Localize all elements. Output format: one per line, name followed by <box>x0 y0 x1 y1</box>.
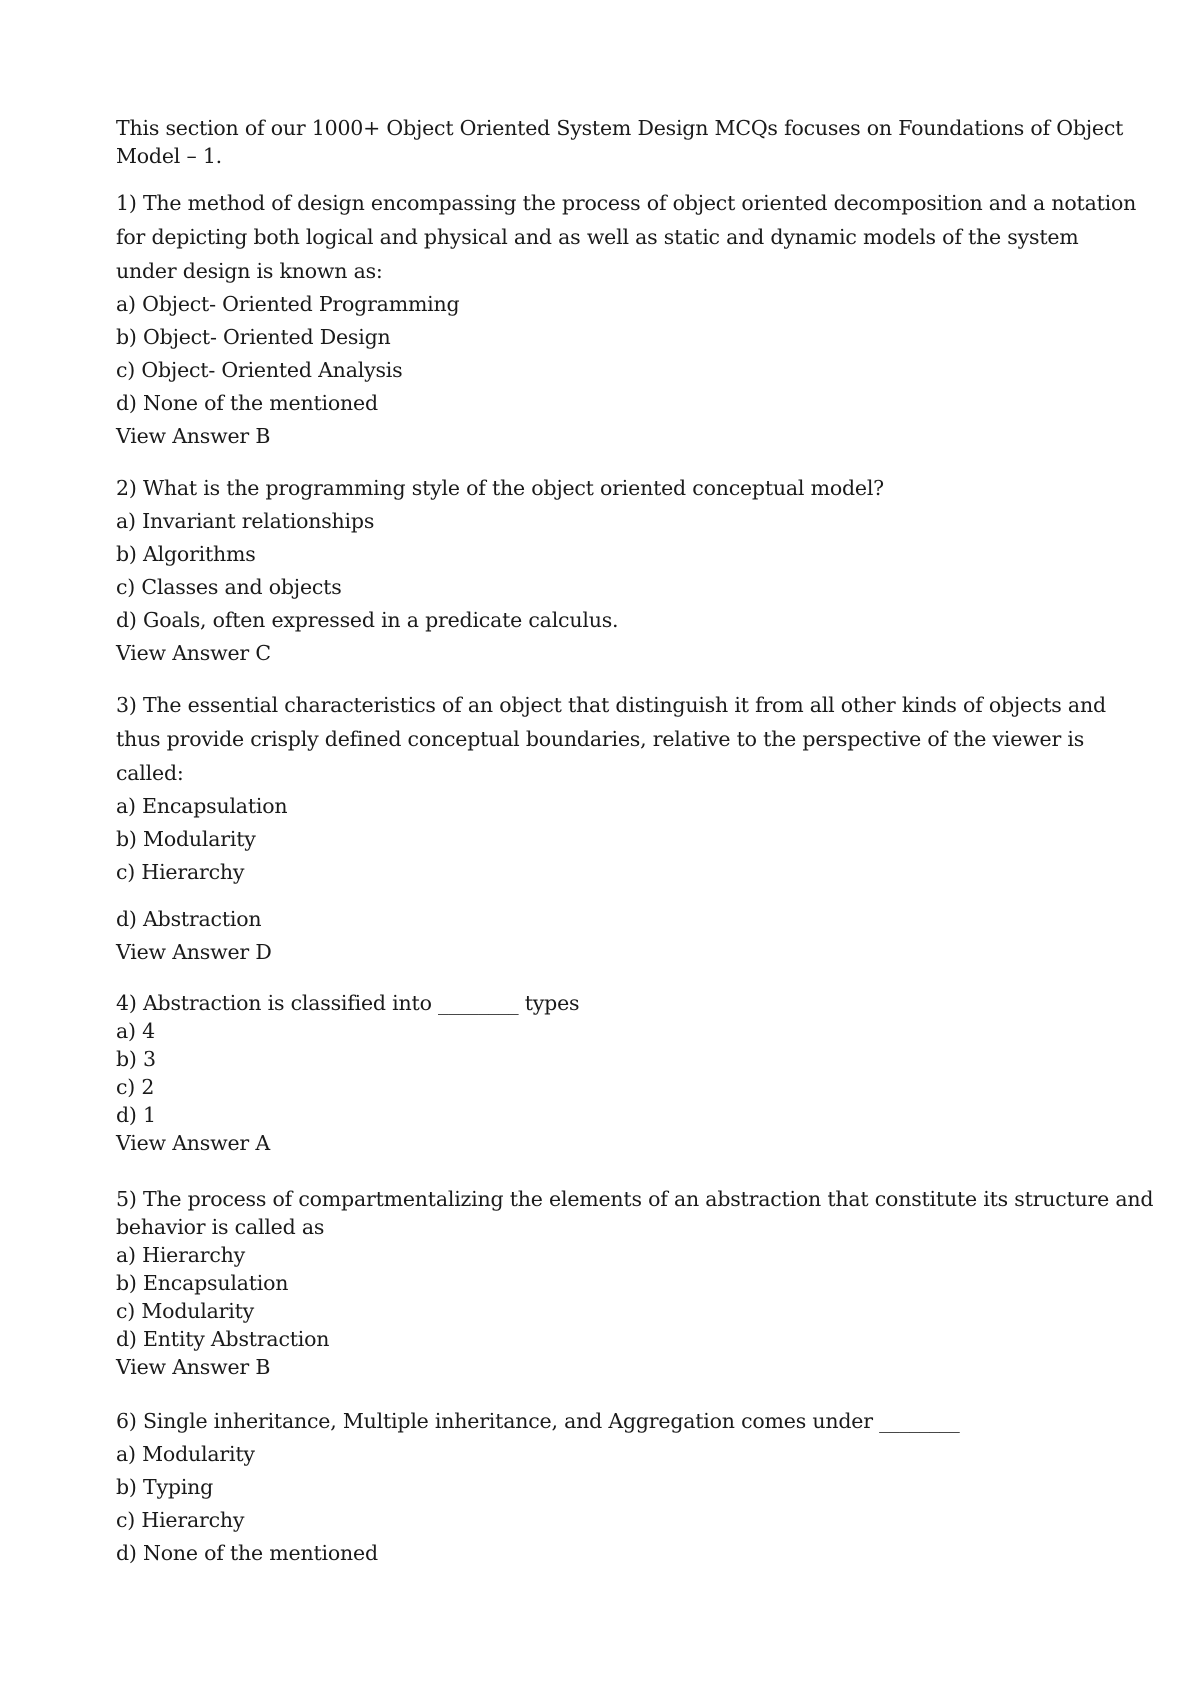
option-b: b) Typing <box>116 1475 214 1499</box>
view-answer: View Answer C <box>116 641 271 665</box>
option-b: b) 3 <box>116 1047 156 1071</box>
option-a: a) Invariant relationships <box>116 509 375 533</box>
option-d: d) None of the mentioned <box>116 1541 378 1565</box>
question-2 <box>116 471 1096 670</box>
question-4 <box>116 989 1096 1157</box>
option-c: c) Classes and objects <box>116 575 342 599</box>
option-b: b) Object- Oriented Design <box>116 325 391 349</box>
option-a: a) Encapsulation <box>116 794 288 818</box>
question-text: thus provide crisply defined conceptual boundaries, relative to the perspective of the viewer is <box>116 727 1085 751</box>
option-b: b) Algorithms <box>116 542 256 566</box>
question-text: 2) What is the programming style of the object oriented conceptual model? <box>116 476 884 500</box>
option-d: d) 1 <box>116 1103 156 1127</box>
question-1 <box>116 186 1137 453</box>
option-c: c) Hierarchy <box>116 860 245 884</box>
option-d: d) Entity Abstraction <box>116 1327 330 1351</box>
question-text: 3) The essential characteristics of an object that distinguish it from all other kinds of objects and <box>116 693 1106 717</box>
option-d: d) Abstraction <box>116 907 262 931</box>
view-answer: View Answer A <box>116 1131 270 1155</box>
option-c: c) Object- Oriented Analysis <box>116 358 403 382</box>
option-d: d) None of the mentioned <box>116 391 378 415</box>
intro-paragraph <box>116 114 1124 170</box>
question-text: under design is known as: <box>116 259 383 283</box>
question-text: 6) Single inheritance, Multiple inheritance, and Aggregation comes under ________ <box>116 1409 960 1433</box>
intro-line: Model – 1. <box>116 144 222 168</box>
option-c: c) 2 <box>116 1075 155 1099</box>
option-c: c) Modularity <box>116 1299 255 1323</box>
document-page <box>116 114 1154 1570</box>
question-stem <box>116 471 1096 505</box>
question-6 <box>116 1405 1096 1570</box>
question-stem <box>116 989 1096 1017</box>
option-d: d) Goals, often expressed in a predicate calculus. <box>116 608 619 632</box>
option-b: b) Encapsulation <box>116 1271 289 1295</box>
option-a: a) Hierarchy <box>116 1243 245 1267</box>
question-text: behavior is called as <box>116 1215 325 1239</box>
question-stem <box>116 1405 1096 1438</box>
question-3 <box>116 688 1106 969</box>
option-a: a) Modularity <box>116 1442 255 1466</box>
option-b: b) Modularity <box>116 827 256 851</box>
view-answer: View Answer B <box>116 1355 271 1379</box>
option-c: c) Hierarchy <box>116 1508 245 1532</box>
view-answer: View Answer D <box>116 940 272 964</box>
question-text: for depicting both logical and physical and as well as static and dynamic models of the system <box>116 225 1079 249</box>
view-answer: View Answer B <box>116 424 271 448</box>
question-text: 5) The process of compartmentalizing the elements of an abstraction that constitute its structure and <box>116 1187 1154 1211</box>
question-5 <box>116 1185 1154 1381</box>
question-stem <box>116 688 1106 790</box>
question-text: 4) Abstraction is classified into ________ types <box>116 991 580 1015</box>
question-stem <box>116 1185 1154 1241</box>
intro-line: This section of our 1000+ Object Oriented System Design MCQs focuses on Foundations of Object <box>116 116 1124 140</box>
option-a: a) Object- Oriented Programming <box>116 292 460 316</box>
question-text: called: <box>116 761 184 785</box>
option-a: a) 4 <box>116 1019 155 1043</box>
question-stem <box>116 186 1137 288</box>
question-text: 1) The method of design encompassing the process of object oriented decomposition and a notation <box>116 191 1137 215</box>
